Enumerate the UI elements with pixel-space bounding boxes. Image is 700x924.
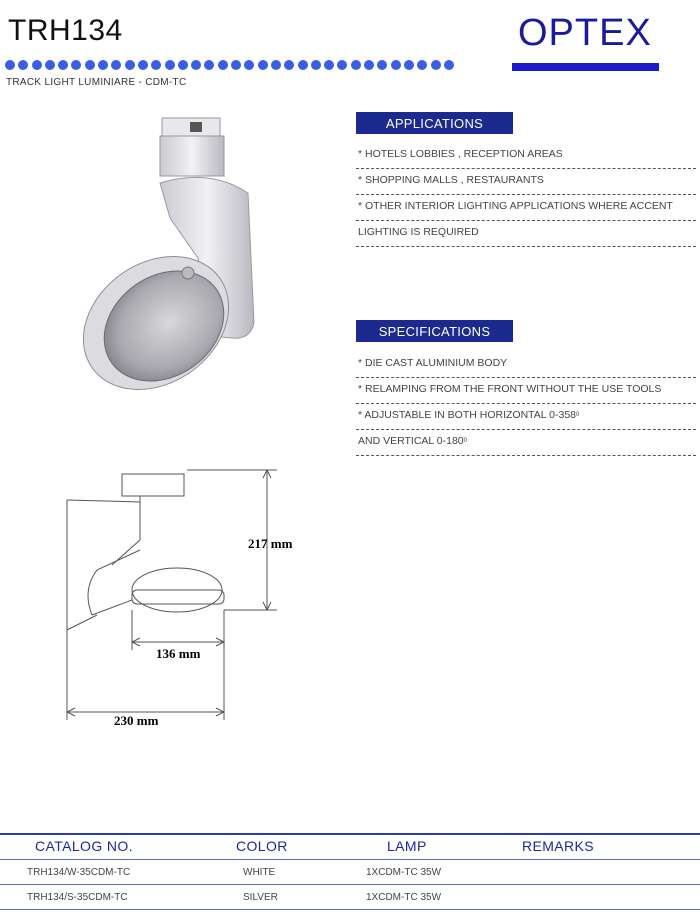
lens-width-dimension: 136 mm — [156, 646, 201, 661]
dimension-drawing — [52, 450, 302, 740]
brand-logo: OPTEX — [518, 12, 652, 54]
list-item: * OTHER INTERIOR LIGHTING APPLICATIONS WHERE ACCENT — [356, 195, 696, 221]
table-bottom-rule — [0, 909, 700, 910]
table-row — [0, 859, 700, 885]
column-header-remarks: REMARKS — [522, 838, 595, 854]
list-item — [356, 404, 696, 430]
list-item: * RELAMPING FROM THE FRONT WITHOUT THE USE TOOLS — [356, 378, 696, 404]
list-item: * DIE CAST ALUMINIUM BODY — [356, 352, 696, 378]
brand-underline — [512, 63, 659, 71]
specifications-heading: SPECIFICATIONS — [356, 320, 513, 342]
list-item — [356, 430, 696, 456]
degree-mark: 0 — [463, 438, 467, 444]
catalog-cell: TRH134/W-35CDM-TC — [27, 867, 131, 878]
list-item: * HOTELS LOBBIES , RECEPTION AREAS — [356, 143, 696, 169]
column-header-color: COLOR — [236, 838, 288, 854]
list-item: LIGHTING IS REQUIRED — [356, 221, 696, 247]
height-dimension: 217 mm — [248, 536, 293, 551]
column-header-catalog: CATALOG NO. — [35, 838, 134, 854]
list-item-text: * ADJUSTABLE IN BOTH HORIZONTAL 0-358 — [358, 409, 577, 421]
column-header-lamp: LAMP — [387, 838, 427, 854]
table-top-rule — [0, 833, 700, 835]
product-model: TRH134 — [8, 14, 123, 47]
lamp-cell: 1XCDM-TC 35W — [366, 892, 442, 903]
dot-divider — [5, 60, 465, 72]
total-width-dimension: 230 mm — [114, 713, 159, 728]
applications-heading: APPLICATIONS — [356, 112, 513, 134]
color-cell: SILVER — [243, 892, 278, 903]
product-subtitle: TRACK LIGHT LUMINIARE - CDM-TC — [6, 77, 187, 88]
lamp-cell: 1XCDM-TC 35W — [366, 867, 442, 878]
catalog-cell: TRH134/S-35CDM-TC — [27, 892, 128, 903]
list-item-text: AND VERTICAL 0-180 — [358, 435, 464, 447]
table-row — [0, 884, 700, 910]
applications-list — [356, 143, 696, 247]
product-photo — [60, 108, 280, 408]
degree-mark: 0 — [576, 412, 580, 418]
specifications-list — [356, 352, 696, 456]
list-item: * SHOPPING MALLS , RESTAURANTS — [356, 169, 696, 195]
color-cell: WHITE — [243, 867, 276, 878]
